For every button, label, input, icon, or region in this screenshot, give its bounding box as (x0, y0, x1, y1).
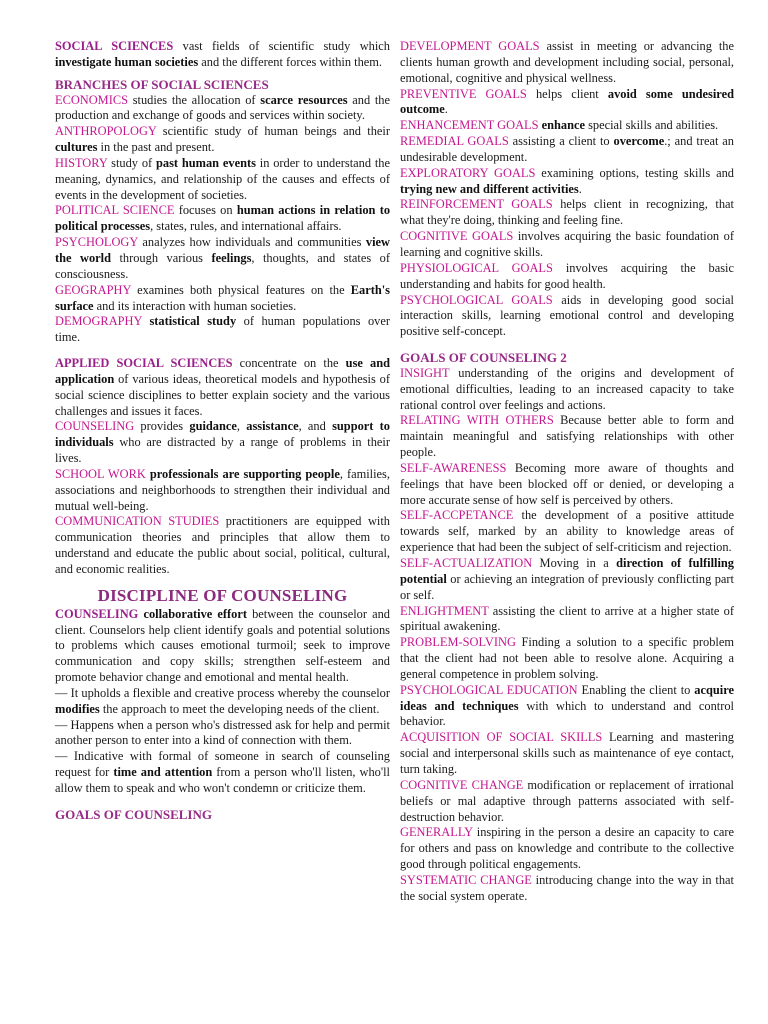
entry-remedial-goals (400, 134, 734, 166)
term-history: HISTORY (55, 155, 108, 170)
entry-economics (55, 93, 390, 125)
entry-preventive-goals (400, 87, 734, 119)
entry-school-work (55, 467, 390, 515)
entry-history (55, 156, 390, 204)
entry-physiological-goals (400, 261, 734, 293)
entry-text: with which to understand and control behavior. (400, 698, 734, 729)
entry-dash-1 (55, 686, 390, 718)
entry-problem-solving (400, 635, 734, 683)
entry-bold: modifies (55, 701, 100, 716)
entry-psychological-education (400, 683, 734, 731)
entry-demography (55, 314, 390, 346)
entry-enlightment (400, 604, 734, 636)
entry-text: vast fields of scientific study which (173, 39, 390, 53)
term-geography: GEOGRAPHY (55, 282, 131, 297)
entry-text: Learning and mastering social and interpersonal skills such as maintenance of eye contact, turn taking. (400, 730, 734, 776)
entry-text: Becoming more aware of thoughts and feelings that have been blocked off or denied, or developing a more accurate sense of how self is perceived by others. (400, 460, 734, 507)
entry-bold: enhance (541, 118, 585, 133)
entry-text: introducing change into the way in that the social system operate. (400, 872, 734, 903)
entry-applied-social-sciences (55, 356, 390, 419)
entry-text: of human populations over time. (55, 314, 391, 345)
entry-text: the approach to meet the developing needs of the client. (99, 701, 380, 716)
entry-text: , states, rules, and international affairs. (150, 219, 342, 234)
term-economics: ECONOMICS (55, 92, 128, 107)
entry-bold: support to individuals (55, 419, 390, 450)
entry-text: assisting a client to (508, 134, 614, 149)
entry-text: in order to understand the meaning, dynamics, and relationship of the causes and effects of events in the development of societies. (55, 155, 390, 202)
term-psychological-goals: PSYCHOLOGICAL GOALS (400, 292, 553, 307)
entry-bold: view the world (55, 235, 390, 265)
term-communication-studies: COMMUNICATION STUDIES (55, 514, 220, 529)
entry-psychological-goals (400, 293, 734, 341)
term-reinforcement-goals: REINFORCEMENT GOALS (400, 197, 553, 212)
entry-bold: professionals are supporting people (149, 466, 340, 481)
term-cognitive-goals: COGNITIVE GOALS (400, 229, 514, 244)
entry-geography (55, 283, 390, 315)
term-social-skills: ACQUISITION OF SOCIAL SKILLS (400, 730, 603, 745)
entry-counseling (55, 419, 390, 467)
entry-text: — It upholds a flexible and creative process whereby the counselor (55, 685, 390, 700)
entry-bold: acquire ideas and techniques (400, 682, 734, 713)
term-generally: GENERALLY (400, 825, 473, 840)
entry-systematic-change (400, 873, 734, 905)
entry-text: and the production and exchange of goods and services within society. (55, 92, 390, 123)
heading-goals-of-counseling-2: GOALS OF COUNSELING 2 (400, 350, 567, 366)
entry-bold: statistical study (149, 314, 237, 329)
entry-self-awareness (400, 461, 734, 509)
term-remedial-goals: REMEDIAL GOALS (400, 134, 509, 149)
entry-bold: assistance (246, 419, 299, 434)
entry-text: assist in meeting or advancing the clients human growth and development including social, personal, emotional, cognitive and physical wellness. (400, 39, 734, 85)
entry-text: helps client (526, 86, 608, 101)
term-counseling: COUNSELING (55, 419, 135, 434)
entry-text: concentrate on the (232, 356, 346, 371)
entry-development-goals (400, 39, 734, 87)
entry-text: provides (134, 419, 190, 434)
entry-insight (400, 366, 734, 414)
entry-text: the development of a positive attitude towards self, marked by an ability to knowledge areas of experience that had been the subject of self-criticism and rejection. (400, 508, 734, 555)
entry-bold: guidance (189, 419, 237, 434)
entry-text: scientific study of human beings and their (156, 124, 390, 139)
entry-text: Because better able to form and maintain meaningful and satisfying relationships with other people. (400, 413, 734, 460)
term-insight: INSIGHT (400, 365, 450, 380)
entry-text: special skills and abilities. (584, 118, 719, 133)
term-development-goals: DEVELOPMENT GOALS (400, 39, 540, 53)
entry-communication-studies (55, 514, 390, 577)
entry-bold: trying new and different activities (400, 181, 579, 196)
entry-text: from a person who'll listen, who'll allow them to speak and who won't condemn or criticize them. (55, 765, 390, 795)
term-applied-social-sciences: APPLIED SOCIAL SCIENCES (55, 356, 233, 371)
entry-text: inspiring in the person a desire an capacity to care for others and pass on knowledge and contribute to the collective good through political engagements. (400, 825, 734, 872)
entry-bold: feelings (211, 250, 252, 265)
entry-bold: scarce resources (260, 92, 348, 107)
entry-text: . (578, 181, 582, 196)
term-enhancement-goals: ENHANCEMENT GOALS (400, 118, 539, 133)
entry-text: involves acquiring the basic foundation of learning and cognitive skills. (400, 229, 734, 259)
entry-text: study of (107, 155, 156, 170)
right-column (400, 39, 734, 905)
entry-text: . (444, 102, 448, 117)
entry-bold: Earth's surface (55, 282, 390, 313)
entry-text: practitioners are equipped with communication theories and principles that allow them to understand and educate the public about social, political, cultural, and economic realities. (55, 514, 390, 576)
term-physiological-goals: PHYSIOLOGICAL GOALS (400, 260, 553, 275)
term-counseling-2: COUNSELING (55, 606, 139, 621)
entry-text: focuses on (174, 203, 237, 218)
term-psychology: PSYCHOLOGY (55, 235, 138, 250)
entry-counseling-discipline (55, 607, 390, 686)
entry-text: studies the allocation of (127, 92, 261, 107)
entry-bold: cultures (55, 140, 98, 155)
entry-bold: overcome (613, 134, 665, 149)
entry-text: or achieving an integration of previously conflicting part or self. (400, 571, 734, 602)
entry-text: through various (110, 250, 212, 265)
entry-text: , (236, 419, 247, 434)
entry-text: of various ideas, theoretical models and hypothesis of social science disciplines to better explain society and the various challenges and issues it faces. (55, 371, 390, 418)
entry-bold: collaborative effort (143, 606, 247, 621)
entry-text: , and (298, 419, 333, 434)
entry-text: — Happens when a person who's distressed ask for help and permit another person to enter into a kind of connection with them. (55, 717, 390, 748)
term-social-sciences: SOCIAL SCIENCES (55, 39, 174, 53)
entry-text: aids in developing good social interaction skills, learning emotional control and developing positive self-concept. (400, 292, 734, 339)
term-self-awareness: SELF-AWARENESS (400, 460, 507, 475)
term-anthropology: ANTHROPOLOGY (55, 124, 157, 139)
entry-text: who are distracted by a range of problems in their lives. (55, 435, 390, 466)
entry-text: and its interaction with human societies. (93, 298, 297, 313)
entry-bold: time and attention (113, 765, 213, 780)
entry-generally (400, 825, 734, 873)
heading-discipline-of-counseling: DISCIPLINE OF COUNSELING (97, 585, 348, 605)
left-column (55, 39, 390, 823)
entry-cognitive-goals (400, 229, 734, 261)
entry-text: understanding of the origins and development of emotional difficulties, leading to an increased capacity to take rational control over feelings and actions. (400, 365, 734, 412)
entry-text: modification or replacement of irrational beliefs or mal adaptive through patterns associated with self-destruction behavior. (400, 777, 734, 824)
term-systematic-change: SYSTEMATIC CHANGE (400, 872, 532, 887)
entry-text: and the different forces within them. (198, 54, 383, 69)
entry-dash-3 (55, 749, 390, 797)
entry-text: assisting the client to arrive at a higher state of spiritual awakening. (400, 603, 734, 634)
entry-self-acceptance (400, 508, 734, 556)
entry-bold: direction of fulfilling potential (400, 556, 734, 586)
entry-text: analyzes how individuals and communities (137, 235, 366, 250)
heading-branches: BRANCHES OF SOCIAL SCIENCES (55, 76, 269, 92)
term-school-work: SCHOOL WORK (55, 466, 146, 481)
entry-text: helps client in recognizing, that what they're doing, thinking and feeling fine. (400, 197, 734, 228)
entry-text: Moving in a (532, 556, 617, 570)
entry-psychology (55, 235, 390, 283)
heading-goals-of-counseling: GOALS OF COUNSELING (55, 806, 212, 822)
entry-text: , thoughts, and states of consciousness. (55, 250, 390, 281)
term-cognitive-change: COGNITIVE CHANGE (400, 777, 524, 792)
entry-text: Enabling the client to (577, 682, 695, 697)
entry-exploratory-goals (400, 166, 734, 198)
entry-political-science (55, 203, 390, 235)
entry-social-sciences (55, 39, 390, 71)
term-exploratory-goals: EXPLORATORY GOALS (400, 165, 536, 180)
entry-bold: use and application (55, 356, 391, 386)
term-demography: DEMOGRAPHY (55, 314, 142, 329)
entry-text: examines both physical features on the (130, 282, 351, 297)
term-psychological-education: PSYCHOLOGICAL EDUCATION (400, 682, 578, 697)
term-self-acceptance: SELF-ACCPETANCE (400, 508, 514, 523)
entry-text: between the counselor and client. Counselors help client identify goals and potential solutions to problems which causes emotional turmoil; seek to improve communication and copy skills; strengthen self-esteem and promote behavior change and emotional and mental health. (55, 606, 390, 685)
entry-bold: investigate human societies (55, 54, 199, 69)
entry-reinforcement-goals (400, 197, 734, 229)
entry-social-skills (400, 730, 734, 778)
term-self-actualization: SELF-ACTUALIZATION (400, 556, 533, 570)
term-preventive-goals: PREVENTIVE GOALS (400, 86, 527, 101)
entry-bold: past human events (156, 155, 256, 170)
entry-text: — Indicative with formal of someone in search of counseling request for (55, 749, 390, 780)
entry-bold: human actions in relation to political processes (55, 203, 391, 234)
entry-self-actualization (400, 556, 734, 604)
entry-dash-2 (55, 718, 390, 750)
entry-text: .; and treat an undesirable development. (400, 134, 734, 164)
term-problem-solving: PROBLEM-SOLVING (400, 635, 516, 650)
entry-text: involves acquiring the basic understanding and habits for good health. (400, 260, 734, 291)
entry-bold: avoid some undesired outcome (400, 86, 734, 117)
term-political-science: POLITICAL SCIENCE (55, 203, 175, 218)
entry-enhancement-goals (400, 118, 734, 134)
term-relating-with-others: RELATING WITH OTHERS (400, 413, 554, 428)
entry-text: in the past and present. (97, 140, 215, 155)
entry-text: Finding a solution to a specific problem that the client had not been able to resolve alone. Acquiring a general competence in problem solving. (400, 635, 734, 681)
entry-anthropology (55, 124, 390, 156)
entry-text: , families, associations and neighborhoods to strengthen their individual and mutual well-being. (55, 466, 390, 513)
entry-text: examining options, testing skills and (535, 165, 734, 180)
entry-cognitive-change (400, 778, 734, 826)
entry-relating-with-others (400, 413, 734, 461)
term-enlightment: ENLIGHTMENT (400, 603, 489, 618)
